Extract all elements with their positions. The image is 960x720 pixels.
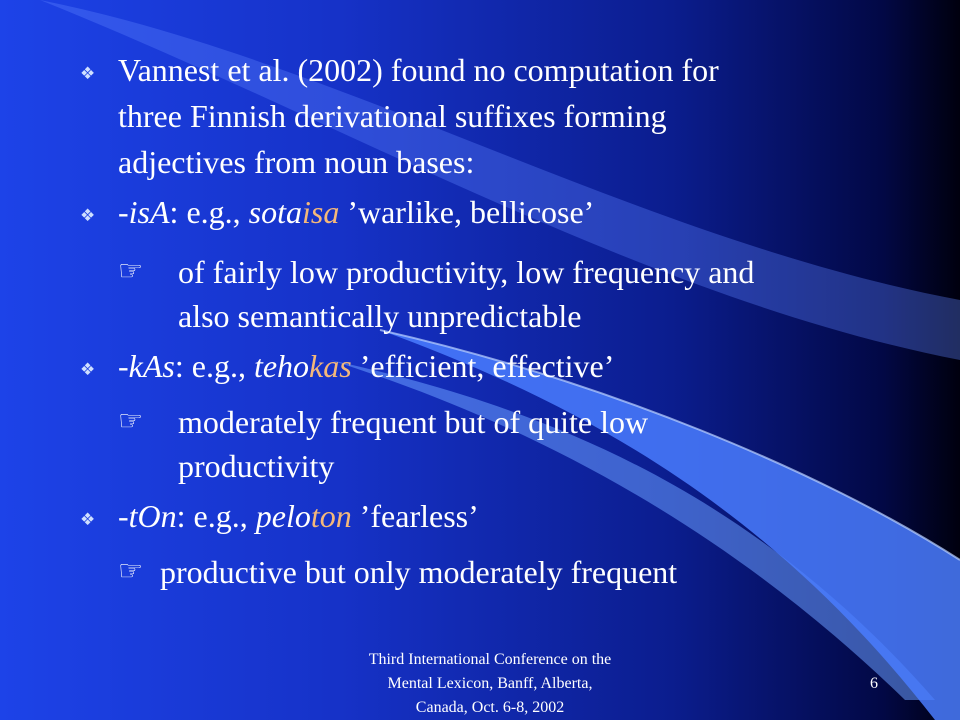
- bullet-2-line: [118, 192, 594, 232]
- bullet-2-sub-line-2: also semantically unpredictable: [178, 298, 582, 334]
- gloss: ’efficient, effective’: [351, 348, 615, 384]
- bullet-4-line: [118, 496, 479, 536]
- eg-prefix: : e.g.,: [176, 498, 256, 534]
- bullet-3-line: [118, 346, 614, 386]
- example-word-stem: pelo: [255, 498, 311, 534]
- footer-line-3: Canada, Oct. 6-8, 2002: [415, 699, 565, 716]
- page-number: 6: [870, 675, 878, 692]
- example-word-stem: sota: [248, 194, 302, 230]
- eg-prefix: : e.g.,: [169, 194, 249, 230]
- bullet-2-sub-line-1: of fairly low productivity, low frequency and: [178, 254, 755, 290]
- suffix-label: -isA: [118, 194, 170, 230]
- gloss: ’fearless’: [351, 498, 479, 534]
- bullet-1-line-3: adjectives from noun bases:: [118, 144, 475, 180]
- pointing-hand-icon: ☞: [118, 256, 144, 287]
- footer-conference: [340, 648, 640, 720]
- suffix-label: -tOn: [118, 498, 177, 534]
- bullet-3-sub-line-2: productivity: [178, 448, 335, 484]
- example-word-stem: teho: [253, 348, 310, 384]
- bullet-4-sub-line-1: productive but only moderately frequent: [160, 554, 678, 590]
- example-word-suffix: isa: [301, 194, 340, 230]
- suffix-label: -kAs: [118, 348, 175, 384]
- example-word-suffix: ton: [310, 498, 352, 534]
- footer-line-1: Third International Conference on the: [368, 651, 612, 668]
- gloss: ’warlike, bellicose’: [339, 194, 595, 230]
- diamond-bullet-icon: ❖: [80, 510, 96, 529]
- example-word-suffix: kas: [309, 348, 352, 384]
- bullet-3-sub-line-1: moderately frequent but of quite low: [178, 404, 649, 440]
- bullet-1-line-1: Vannest et al. (2002) found no computation for: [118, 52, 719, 88]
- bullet-1-line-2: three Finnish derivational suffixes forming: [118, 98, 667, 134]
- diamond-bullet-icon: ❖: [80, 360, 96, 379]
- pointing-hand-icon: ☞: [118, 406, 144, 437]
- footer-line-2: Mental Lexicon, Banff, Alberta,: [387, 675, 593, 692]
- diamond-bullet-icon: ❖: [80, 206, 96, 225]
- eg-prefix: : e.g.,: [174, 348, 254, 384]
- diamond-bullet-icon: ❖: [80, 64, 96, 83]
- pointing-hand-icon: ☞: [118, 556, 144, 587]
